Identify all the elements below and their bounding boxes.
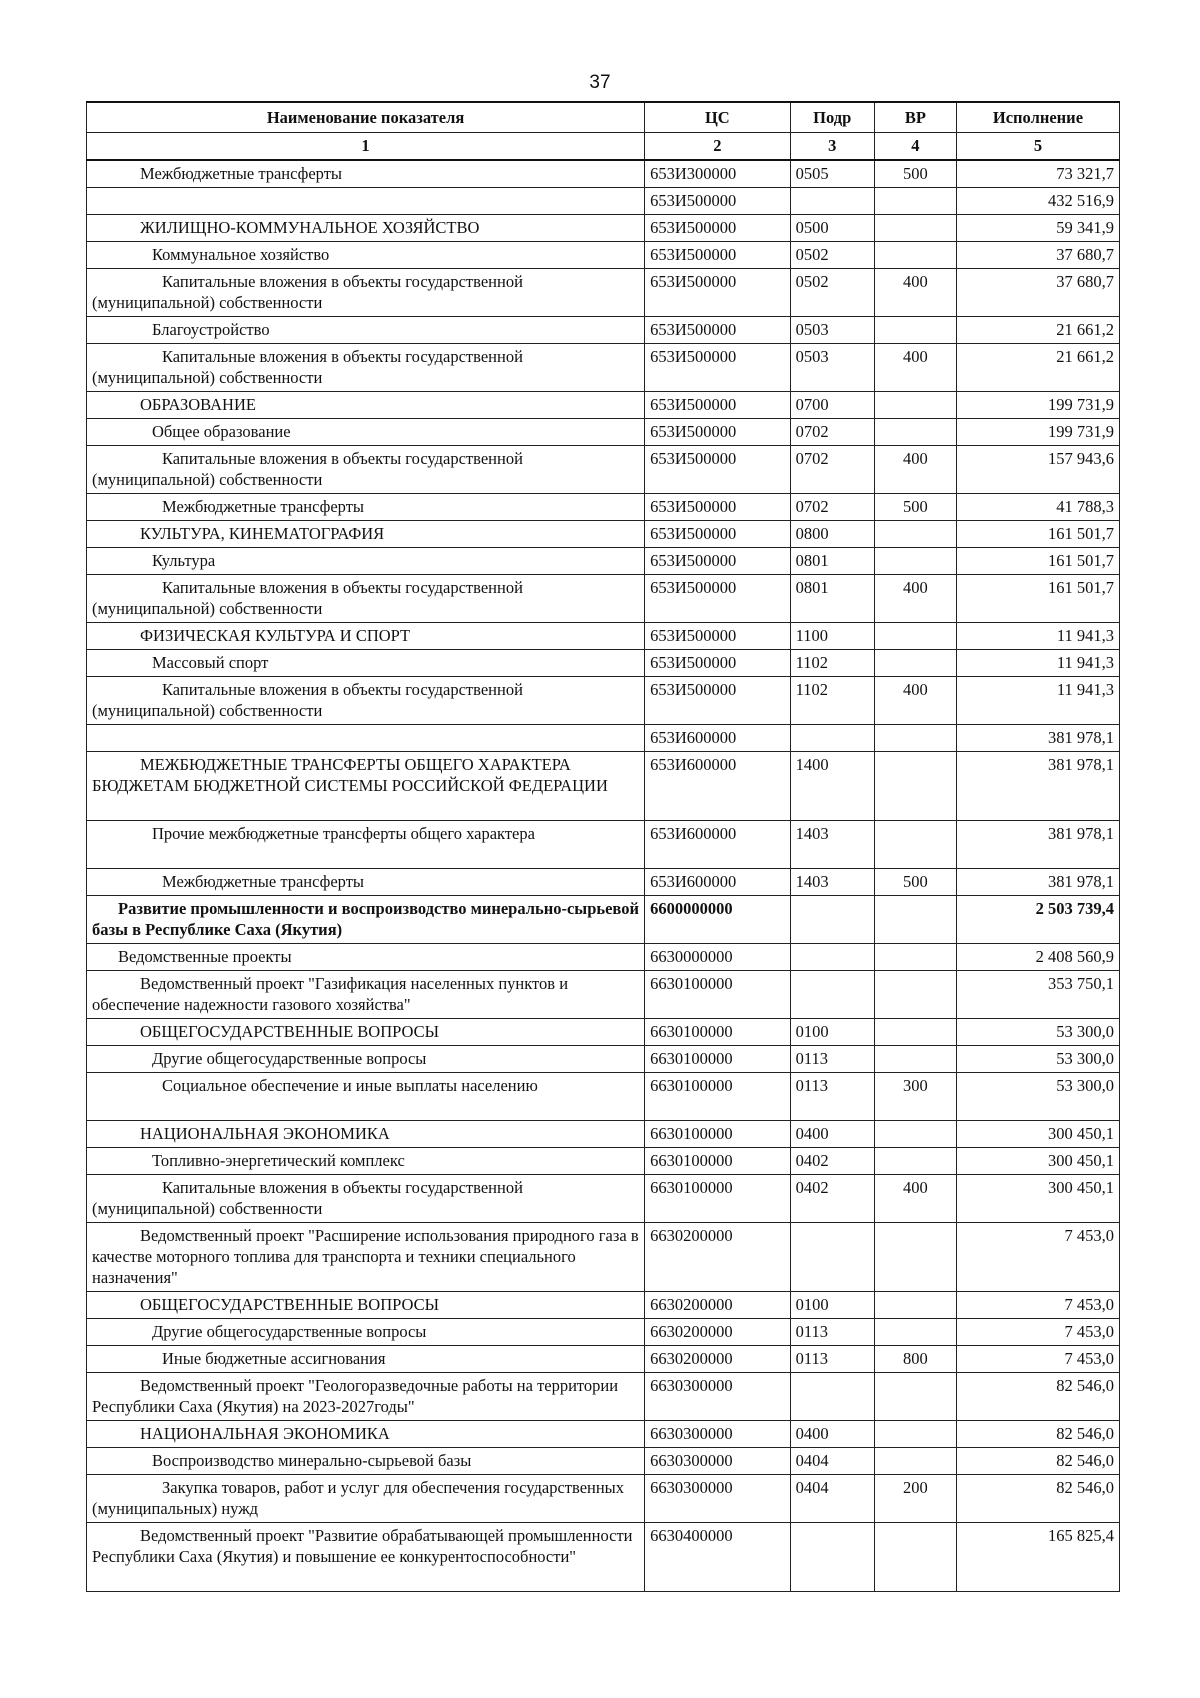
table-row <box>87 1346 1120 1373</box>
row-amount: 37 680,7 <box>956 269 1119 317</box>
table-row <box>87 1292 1120 1319</box>
row-amount: 21 661,2 <box>956 344 1119 392</box>
row-podr: 0700 <box>790 392 874 419</box>
row-name: НАЦИОНАЛЬНАЯ ЭКОНОМИКА <box>87 1421 645 1448</box>
row-name: Капитальные вложения в объекты государственной (муниципальной) собственности <box>87 677 645 725</box>
table-row <box>87 944 1120 971</box>
table-row <box>87 1121 1120 1148</box>
row-podr: 1100 <box>790 623 874 650</box>
row-name: ФИЗИЧЕСКАЯ КУЛЬТУРА И СПОРТ <box>87 623 645 650</box>
row-name: Ведомственные проекты <box>87 944 645 971</box>
table-row <box>87 725 1120 752</box>
row-name: НАЦИОНАЛЬНАЯ ЭКОНОМИКА <box>87 1121 645 1148</box>
table-header-row <box>87 102 1120 133</box>
table-row <box>87 521 1120 548</box>
row-name: Общее образование <box>87 419 645 446</box>
row-name: Культура <box>87 548 645 575</box>
row-vr <box>874 1223 956 1292</box>
row-amount: 37 680,7 <box>956 242 1119 269</box>
row-vr: 400 <box>874 344 956 392</box>
row-cs: 653И600000 <box>645 752 791 821</box>
table-row <box>87 1421 1120 1448</box>
row-name: Межбюджетные трансферты <box>87 160 645 188</box>
row-vr <box>874 1523 956 1592</box>
row-vr <box>874 1421 956 1448</box>
row-cs: 653И500000 <box>645 446 791 494</box>
row-podr <box>790 1373 874 1421</box>
table-row <box>87 494 1120 521</box>
row-podr: 1400 <box>790 752 874 821</box>
row-podr: 0702 <box>790 494 874 521</box>
row-vr <box>874 548 956 575</box>
row-podr: 0801 <box>790 548 874 575</box>
row-vr <box>874 1292 956 1319</box>
row-name: Капитальные вложения в объекты государственной (муниципальной) собственности <box>87 344 645 392</box>
table-row <box>87 188 1120 215</box>
row-amount: 165 825,4 <box>956 1523 1119 1592</box>
table-row <box>87 215 1120 242</box>
row-vr <box>874 1046 956 1073</box>
table-row <box>87 1046 1120 1073</box>
row-podr: 1102 <box>790 677 874 725</box>
row-vr <box>874 1448 956 1475</box>
table-row <box>87 1175 1120 1223</box>
row-vr <box>874 1019 956 1046</box>
column-number: 2 <box>645 133 791 161</box>
row-cs: 6630100000 <box>645 1121 791 1148</box>
row-name: ОБЩЕГОСУДАРСТВЕННЫЕ ВОПРОСЫ <box>87 1292 645 1319</box>
row-podr: 0113 <box>790 1319 874 1346</box>
row-cs: 6630200000 <box>645 1292 791 1319</box>
header-vr: ВР <box>874 102 956 133</box>
row-vr <box>874 725 956 752</box>
row-podr: 0503 <box>790 344 874 392</box>
row-amount: 300 450,1 <box>956 1175 1119 1223</box>
row-podr: 0404 <box>790 1448 874 1475</box>
table-row <box>87 971 1120 1019</box>
row-cs: 6630100000 <box>645 1046 791 1073</box>
row-cs: 653И500000 <box>645 623 791 650</box>
row-vr: 400 <box>874 1175 956 1223</box>
row-name: Развитие промышленности и воспроизводство минерально-сырьевой базы в Республике Саха (Якутия) <box>87 896 645 944</box>
row-cs: 6630100000 <box>645 971 791 1019</box>
row-name: Благоустройство <box>87 317 645 344</box>
table-row <box>87 392 1120 419</box>
row-amount: 53 300,0 <box>956 1046 1119 1073</box>
row-name: Капитальные вложения в объекты государственной (муниципальной) собственности <box>87 269 645 317</box>
table-row <box>87 896 1120 944</box>
row-cs: 653И500000 <box>645 650 791 677</box>
row-name: Капитальные вложения в объекты государственной (муниципальной) собственности <box>87 575 645 623</box>
row-name: Капитальные вложения в объекты государственной (муниципальной) собственности <box>87 446 645 494</box>
row-name: Закупка товаров, работ и услуг для обеспечения государственных (муниципальных) нужд <box>87 1475 645 1523</box>
column-number-row <box>87 133 1120 161</box>
row-name: Массовый спорт <box>87 650 645 677</box>
row-cs: 653И600000 <box>645 821 791 869</box>
row-vr <box>874 623 956 650</box>
row-cs: 653И600000 <box>645 869 791 896</box>
row-amount: 161 501,7 <box>956 575 1119 623</box>
row-amount: 353 750,1 <box>956 971 1119 1019</box>
table-row <box>87 1319 1120 1346</box>
table-row <box>87 677 1120 725</box>
table-row <box>87 821 1120 869</box>
table-row <box>87 1475 1120 1523</box>
row-vr <box>874 896 956 944</box>
row-name <box>87 188 645 215</box>
row-name: Ведомственный проект "Геологоразведочные работы на территории Республики Саха (Якутия) на 2023-2027годы" <box>87 1373 645 1421</box>
row-podr <box>790 1523 874 1592</box>
row-podr: 1403 <box>790 869 874 896</box>
row-vr <box>874 944 956 971</box>
row-amount: 381 978,1 <box>956 869 1119 896</box>
row-podr <box>790 725 874 752</box>
row-amount: 161 501,7 <box>956 548 1119 575</box>
row-name: Социальное обеспечение и иные выплаты населению <box>87 1073 645 1121</box>
row-vr <box>874 650 956 677</box>
row-amount: 82 546,0 <box>956 1448 1119 1475</box>
row-name: Прочие межбюджетные трансферты общего характера <box>87 821 645 869</box>
header-podr: Подр <box>790 102 874 133</box>
row-amount: 73 321,7 <box>956 160 1119 188</box>
row-cs: 6630100000 <box>645 1073 791 1121</box>
row-amount: 2 408 560,9 <box>956 944 1119 971</box>
row-vr: 200 <box>874 1475 956 1523</box>
row-cs: 6630400000 <box>645 1523 791 1592</box>
row-name: Ведомственный проект "Развитие обрабатывающей промышленности Республики Саха (Якутия) и повышение ее конкурентоспособности" <box>87 1523 645 1592</box>
row-amount: 381 978,1 <box>956 821 1119 869</box>
column-number: 1 <box>87 133 645 161</box>
row-vr: 400 <box>874 677 956 725</box>
row-amount: 53 300,0 <box>956 1073 1119 1121</box>
row-cs: 653И500000 <box>645 575 791 623</box>
row-amount: 7 453,0 <box>956 1319 1119 1346</box>
row-vr <box>874 1373 956 1421</box>
row-name: ЖИЛИЩНО-КОММУНАЛЬНОЕ ХОЗЯЙСТВО <box>87 215 645 242</box>
table-row <box>87 575 1120 623</box>
row-vr <box>874 392 956 419</box>
row-vr: 400 <box>874 575 956 623</box>
header-cs: ЦС <box>645 102 791 133</box>
row-name: Капитальные вложения в объекты государственной (муниципальной) собственности <box>87 1175 645 1223</box>
row-cs: 6630300000 <box>645 1475 791 1523</box>
row-podr: 0100 <box>790 1019 874 1046</box>
row-vr: 300 <box>874 1073 956 1121</box>
row-amount: 53 300,0 <box>956 1019 1119 1046</box>
row-podr: 0113 <box>790 1073 874 1121</box>
row-amount: 7 453,0 <box>956 1346 1119 1373</box>
row-podr: 0500 <box>790 215 874 242</box>
budget-execution-table <box>86 101 1120 1592</box>
row-vr: 800 <box>874 1346 956 1373</box>
row-cs: 6600000000 <box>645 896 791 944</box>
row-amount: 11 941,3 <box>956 650 1119 677</box>
row-cs: 6630200000 <box>645 1346 791 1373</box>
row-amount: 59 341,9 <box>956 215 1119 242</box>
row-vr <box>874 317 956 344</box>
row-podr <box>790 1223 874 1292</box>
row-name: Межбюджетные трансферты <box>87 869 645 896</box>
row-podr: 0400 <box>790 1421 874 1448</box>
row-cs: 6630200000 <box>645 1319 791 1346</box>
row-cs: 6630100000 <box>645 1019 791 1046</box>
table-row <box>87 869 1120 896</box>
row-vr <box>874 215 956 242</box>
row-cs: 653И500000 <box>645 521 791 548</box>
row-amount: 7 453,0 <box>956 1223 1119 1292</box>
row-amount: 381 978,1 <box>956 752 1119 821</box>
row-podr <box>790 971 874 1019</box>
row-amount: 82 546,0 <box>956 1421 1119 1448</box>
row-amount: 199 731,9 <box>956 392 1119 419</box>
row-name: Иные бюджетные ассигнования <box>87 1346 645 1373</box>
row-name: ОБЩЕГОСУДАРСТВЕННЫЕ ВОПРОСЫ <box>87 1019 645 1046</box>
table-row <box>87 1523 1120 1592</box>
row-podr: 0402 <box>790 1175 874 1223</box>
row-vr: 400 <box>874 269 956 317</box>
row-vr <box>874 242 956 269</box>
row-amount: 82 546,0 <box>956 1475 1119 1523</box>
column-number: 3 <box>790 133 874 161</box>
row-cs: 653И500000 <box>645 494 791 521</box>
row-vr: 400 <box>874 446 956 494</box>
row-name: Межбюджетные трансферты <box>87 494 645 521</box>
row-vr: 500 <box>874 160 956 188</box>
row-vr: 500 <box>874 869 956 896</box>
row-name: КУЛЬТУРА, КИНЕМАТОГРАФИЯ <box>87 521 645 548</box>
table-row <box>87 650 1120 677</box>
row-amount: 432 516,9 <box>956 188 1119 215</box>
row-podr: 0100 <box>790 1292 874 1319</box>
table-row <box>87 317 1120 344</box>
row-vr <box>874 752 956 821</box>
table-row <box>87 752 1120 821</box>
row-vr <box>874 188 956 215</box>
row-cs: 653И300000 <box>645 160 791 188</box>
row-podr: 0402 <box>790 1148 874 1175</box>
table-row <box>87 242 1120 269</box>
table-row <box>87 1148 1120 1175</box>
row-amount: 381 978,1 <box>956 725 1119 752</box>
row-cs: 653И500000 <box>645 392 791 419</box>
row-name: Другие общегосударственные вопросы <box>87 1046 645 1073</box>
row-podr: 0502 <box>790 242 874 269</box>
row-vr <box>874 1148 956 1175</box>
row-name: Коммунальное хозяйство <box>87 242 645 269</box>
table-row <box>87 1373 1120 1421</box>
row-podr: 1102 <box>790 650 874 677</box>
table-row <box>87 623 1120 650</box>
row-name <box>87 725 645 752</box>
row-cs: 653И500000 <box>645 215 791 242</box>
row-name: Ведомственный проект "Расширение использования природного газа в качестве моторного топлива для транспорта и техники специального назначения" <box>87 1223 645 1292</box>
table-row <box>87 269 1120 317</box>
row-amount: 300 450,1 <box>956 1148 1119 1175</box>
row-cs: 653И500000 <box>645 188 791 215</box>
row-amount: 21 661,2 <box>956 317 1119 344</box>
row-podr: 0702 <box>790 419 874 446</box>
row-cs: 6630100000 <box>645 1175 791 1223</box>
row-podr: 0702 <box>790 446 874 494</box>
row-podr: 0400 <box>790 1121 874 1148</box>
row-podr: 0404 <box>790 1475 874 1523</box>
row-podr: 0113 <box>790 1346 874 1373</box>
header-indicator-name: Наименование показателя <box>87 102 645 133</box>
row-cs: 653И500000 <box>645 269 791 317</box>
row-name: МЕЖБЮДЖЕТНЫЕ ТРАНСФЕРТЫ ОБЩЕГО ХАРАКТЕРА БЮДЖЕТАМ БЮДЖЕТНОЙ СИСТЕМЫ РОССИЙСКОЙ ФЕДЕРАЦИИ <box>87 752 645 821</box>
header-execution: Исполнение <box>956 102 1119 133</box>
row-vr: 500 <box>874 494 956 521</box>
row-amount: 157 943,6 <box>956 446 1119 494</box>
row-cs: 6630300000 <box>645 1373 791 1421</box>
table-row <box>87 1073 1120 1121</box>
row-vr <box>874 419 956 446</box>
row-name: Воспроизводство минерально-сырьевой базы <box>87 1448 645 1475</box>
row-cs: 6630100000 <box>645 1148 791 1175</box>
row-amount: 41 788,3 <box>956 494 1119 521</box>
table-row <box>87 548 1120 575</box>
table-row <box>87 1223 1120 1292</box>
row-cs: 653И500000 <box>645 242 791 269</box>
row-podr: 0502 <box>790 269 874 317</box>
table-row <box>87 160 1120 188</box>
row-amount: 2 503 739,4 <box>956 896 1119 944</box>
row-name: Другие общегосударственные вопросы <box>87 1319 645 1346</box>
row-amount: 82 546,0 <box>956 1373 1119 1421</box>
row-name: ОБРАЗОВАНИЕ <box>87 392 645 419</box>
row-amount: 11 941,3 <box>956 677 1119 725</box>
row-amount: 161 501,7 <box>956 521 1119 548</box>
row-cs: 653И500000 <box>645 419 791 446</box>
row-cs: 6630200000 <box>645 1223 791 1292</box>
table-row <box>87 419 1120 446</box>
column-number: 4 <box>874 133 956 161</box>
row-cs: 653И500000 <box>645 317 791 344</box>
row-podr: 1403 <box>790 821 874 869</box>
row-amount: 300 450,1 <box>956 1121 1119 1148</box>
column-number: 5 <box>956 133 1119 161</box>
row-amount: 11 941,3 <box>956 623 1119 650</box>
table-row <box>87 1019 1120 1046</box>
row-vr <box>874 1121 956 1148</box>
row-name: Топливно-энергетический комплекс <box>87 1148 645 1175</box>
row-podr <box>790 896 874 944</box>
row-vr <box>874 971 956 1019</box>
row-cs: 6630300000 <box>645 1448 791 1475</box>
page-number: 37 <box>589 72 611 93</box>
row-cs: 653И500000 <box>645 548 791 575</box>
row-amount: 7 453,0 <box>956 1292 1119 1319</box>
row-vr <box>874 821 956 869</box>
table-row <box>87 1448 1120 1475</box>
row-amount: 199 731,9 <box>956 419 1119 446</box>
row-podr: 0505 <box>790 160 874 188</box>
row-cs: 653И500000 <box>645 677 791 725</box>
row-cs: 653И500000 <box>645 344 791 392</box>
row-cs: 653И600000 <box>645 725 791 752</box>
row-podr <box>790 944 874 971</box>
row-podr: 0800 <box>790 521 874 548</box>
row-cs: 6630300000 <box>645 1421 791 1448</box>
row-vr <box>874 521 956 548</box>
table-row <box>87 446 1120 494</box>
row-podr: 0113 <box>790 1046 874 1073</box>
row-podr <box>790 188 874 215</box>
row-vr <box>874 1319 956 1346</box>
row-podr: 0503 <box>790 317 874 344</box>
row-cs: 6630000000 <box>645 944 791 971</box>
row-name: Ведомственный проект "Газификация населенных пунктов и обеспечение надежности газового хозяйства" <box>87 971 645 1019</box>
row-podr: 0801 <box>790 575 874 623</box>
table-row <box>87 344 1120 392</box>
